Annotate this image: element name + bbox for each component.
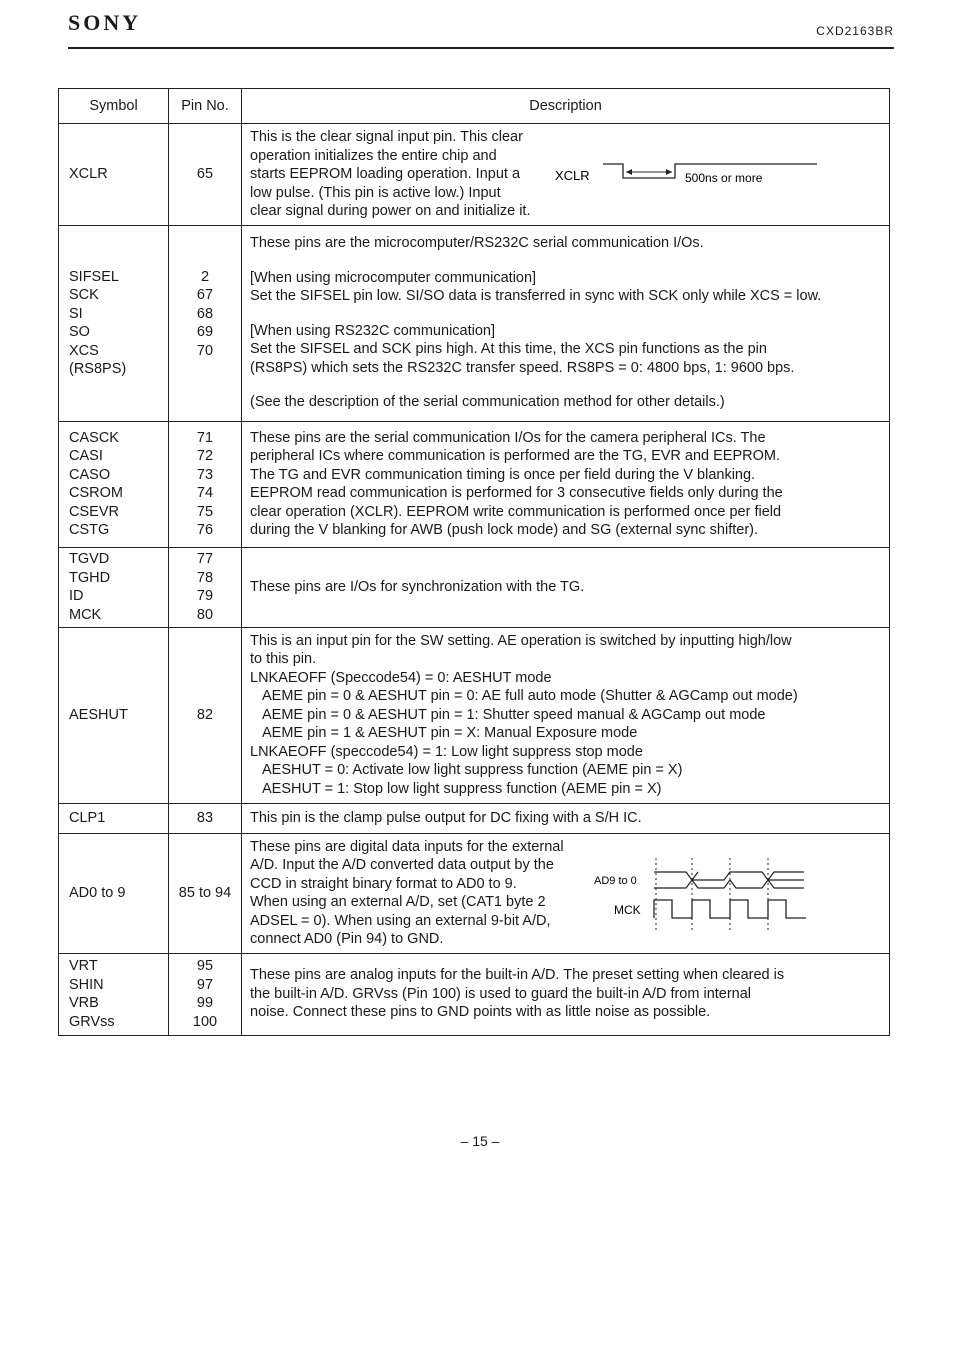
pin-cell <box>169 421 242 547</box>
desc-line: This is the clear signal input pin. This clear <box>250 129 523 145</box>
desc-line: operation initializes the entire chip and <box>250 147 497 164</box>
table-row-xclr <box>59 124 890 226</box>
table-row-clp1 <box>59 803 890 833</box>
symbol-label: CASCK <box>69 429 119 446</box>
desc-line: The TG and EVR communication timing is once per field during the V blanking. <box>250 466 756 483</box>
pin-number: 100 <box>192 1013 218 1030</box>
desc-line: These pins are I/Os for synchronization with the TG. <box>250 578 585 595</box>
desc-line: When using an external A/D, set (CAT1 byte 2 <box>250 894 546 910</box>
description-cell <box>242 627 890 803</box>
symbol-label: TGVD <box>69 551 110 567</box>
description-cell <box>242 547 890 627</box>
symbol-label: CASI <box>69 448 103 464</box>
symbol-label: SO <box>69 324 90 340</box>
arrow-head-left-icon <box>626 169 632 175</box>
symbol-label: MCK <box>69 606 102 623</box>
desc-line: EEPROM read communication is performed for 3 consecutive fields only during the <box>250 485 783 501</box>
pin-number: 68 <box>196 305 214 322</box>
pin-number: 71 <box>196 429 214 446</box>
desc-line: A/D. Input the A/D converted data output by the <box>250 857 554 873</box>
desc-line: the built-in A/D. GRVss (Pin 100) is used to guard the built-in A/D from internal <box>250 985 752 1002</box>
desc-line: Set the SIFSEL pin low. SI/SO data is transferred in sync with SCK only while XCS = low. <box>250 288 822 305</box>
table-row-analog <box>59 953 890 1035</box>
desc-line: during the V blanking for AWB (push lock mode) and SG (external sync shifter). <box>250 522 759 538</box>
column-header-pin: Pin No. <box>169 89 242 124</box>
data-signal-label: AD9 to 0 <box>593 874 637 887</box>
symbol-cell <box>59 547 169 627</box>
table-header-row <box>59 89 890 124</box>
pin-cell <box>169 225 242 421</box>
desc-line: CCD in straight binary format to AD0 to 9. <box>250 875 517 892</box>
desc-line: These pins are analog inputs for the built-in A/D. The preset setting when cleared is <box>250 967 785 984</box>
pin-number: 75 <box>196 503 214 520</box>
symbol-label: CSEVR <box>69 503 119 520</box>
column-header-symbol: Symbol <box>59 89 169 124</box>
table-row-serial <box>59 225 890 421</box>
table-row-aeshut <box>59 627 890 803</box>
desc-heading-micro: [When using microcomputer communication] <box>250 269 537 286</box>
symbol-label: XCS <box>69 342 99 359</box>
symbol-label: GRVss <box>69 1013 115 1030</box>
desc-line: low pulse. (This pin is active low.) Input <box>250 184 501 201</box>
symbol-label: TGHD <box>69 569 111 586</box>
desc-see-note: (See the description of the serial communication method for other details.) <box>250 394 725 411</box>
desc-line: connect AD0 (Pin 94) to GND. <box>250 931 444 947</box>
desc-line: These pins are digital data inputs for the external <box>250 838 564 855</box>
clock-signal-label: MCK <box>613 902 641 917</box>
vertical-marker-lines <box>656 858 768 930</box>
pin-number: 73 <box>196 466 214 483</box>
desc-line: LNKAEOFF (speccode54) = 1: Low light suppress stop mode <box>250 743 643 760</box>
pin-cell <box>169 547 242 627</box>
pin-number: 78 <box>196 569 214 586</box>
symbol-label: SIFSEL <box>69 268 119 285</box>
pin-description-table <box>58 88 890 1036</box>
pin-number: 69 <box>196 324 214 340</box>
desc-line: This is an input pin for the SW setting. AE operation is switched by inputting high/low <box>250 632 792 649</box>
sony-logo: SONY <box>68 10 142 35</box>
pin-number: 79 <box>196 588 214 604</box>
desc-line: AEME pin = 1 & AESHUT pin = X: Manual Exposure mode <box>262 725 638 742</box>
symbol-label: SHIN <box>69 976 104 993</box>
desc-line: noise. Connect these pins to GND points with as little noise as possible. <box>250 1004 711 1021</box>
table-row-ad <box>59 833 890 953</box>
pin-number: 67 <box>196 287 214 303</box>
pin-cell: 65 <box>169 124 242 226</box>
desc-intro: These pins are the microcomputer/RS232C serial communication I/Os. <box>250 235 704 252</box>
symbol-label: CSTG <box>69 522 110 538</box>
desc-line: (RS8PS) which sets the RS232C transfer speed. RS8PS = 0: 4800 bps, 1: 9600 bps. <box>250 359 795 376</box>
desc-line: to this pin. <box>250 651 317 668</box>
desc-line: Set the SIFSEL and SCK pins high. At this time, the XCS pin functions as the pin <box>250 341 767 358</box>
pin-number: 99 <box>196 995 214 1011</box>
symbol-label: SI <box>69 305 83 322</box>
symbol-label: VRB <box>69 995 99 1011</box>
symbol-cell: CLP1 <box>59 803 169 833</box>
pin-number: 2 <box>200 268 210 285</box>
symbol-label: CASO <box>69 466 111 483</box>
pin-number: 77 <box>196 551 214 567</box>
description-cell <box>242 124 890 226</box>
desc-line: clear signal during power on and initialize it. <box>250 203 531 219</box>
pin-number: 70 <box>196 342 214 359</box>
xclr-timing-diagram <box>531 128 821 198</box>
description-cell <box>242 421 890 547</box>
symbol-cell: AESHUT <box>59 627 169 803</box>
column-header-description: Description <box>242 89 890 124</box>
symbol-cell <box>59 953 169 1035</box>
symbol-cell: AD0 to 9 <box>59 833 169 953</box>
pin-number: 72 <box>196 448 214 464</box>
table-row-sync <box>59 547 890 627</box>
description-cell <box>242 833 890 953</box>
description-cell <box>242 225 890 421</box>
symbol-label: (RS8PS) <box>69 361 127 377</box>
pin-cell: 85 to 94 <box>169 833 242 953</box>
desc-line: AESHUT = 1: Stop low light suppress function (AEME pin = X) <box>262 780 662 797</box>
desc-line: AEME pin = 0 & AESHUT pin = 0: AE full auto mode (Shutter & AGCamp out mode) <box>262 688 798 705</box>
pin-cell: 82 <box>169 627 242 803</box>
pin-cell <box>169 953 242 1035</box>
symbol-cell: XCLR <box>59 124 169 226</box>
symbol-label: VRT <box>69 958 98 974</box>
pulse-width-note: 500ns or more <box>684 171 762 185</box>
pin-number: 80 <box>196 606 214 623</box>
symbol-label: SCK <box>69 287 99 303</box>
symbol-cell <box>59 225 169 421</box>
table-row-camera <box>59 421 890 547</box>
desc-heading-rs232c: [When using RS232C communication] <box>250 322 496 339</box>
desc-line: These pins are the serial communication I/Os for the camera peripheral ICs. The <box>250 429 766 446</box>
desc-line: clear operation (XCLR). EEPROM write communication is performed once per field <box>250 503 782 520</box>
ad-timing-diagram <box>564 838 824 938</box>
desc-line: LNKAEOFF (Speccode54) = 0: AESHUT mode <box>250 669 552 686</box>
desc-line: peripheral ICs where communication is performed are the TG, EVR and EEPROM. <box>250 448 781 464</box>
desc-line: AEME pin = 0 & AESHUT pin = 1: Shutter speed manual & AGCamp out mode <box>262 706 766 723</box>
data-bus-waveform <box>654 872 804 888</box>
description-cell <box>242 803 890 833</box>
xclr-signal-label: XCLR <box>554 168 590 183</box>
description-cell <box>242 953 890 1035</box>
pin-number <box>170 360 240 379</box>
pin-number: 95 <box>196 958 214 974</box>
desc-line: ADSEL = 0). When using an external 9-bit A/D, <box>250 912 551 929</box>
pin-number: 97 <box>196 976 214 993</box>
pin-number: 74 <box>196 485 214 501</box>
symbol-label: ID <box>69 588 84 604</box>
page-number: – 15 – <box>460 1133 500 1149</box>
arrow-head-right-icon <box>666 169 672 175</box>
pin-number: 76 <box>196 522 214 538</box>
part-number: CXD2163BR <box>816 24 894 38</box>
symbol-cell <box>59 421 169 547</box>
desc-line: AESHUT = 0: Activate low light suppress function (AEME pin = X) <box>262 762 683 779</box>
desc-line: This pin is the clamp pulse output for DC fixing with a S/H IC. <box>250 809 642 826</box>
symbol-label: CSROM <box>69 485 123 501</box>
header-rule <box>68 47 894 49</box>
pin-cell: 83 <box>169 803 242 833</box>
clock-waveform <box>654 900 806 918</box>
desc-line: starts EEPROM loading operation. Input a <box>250 166 521 182</box>
